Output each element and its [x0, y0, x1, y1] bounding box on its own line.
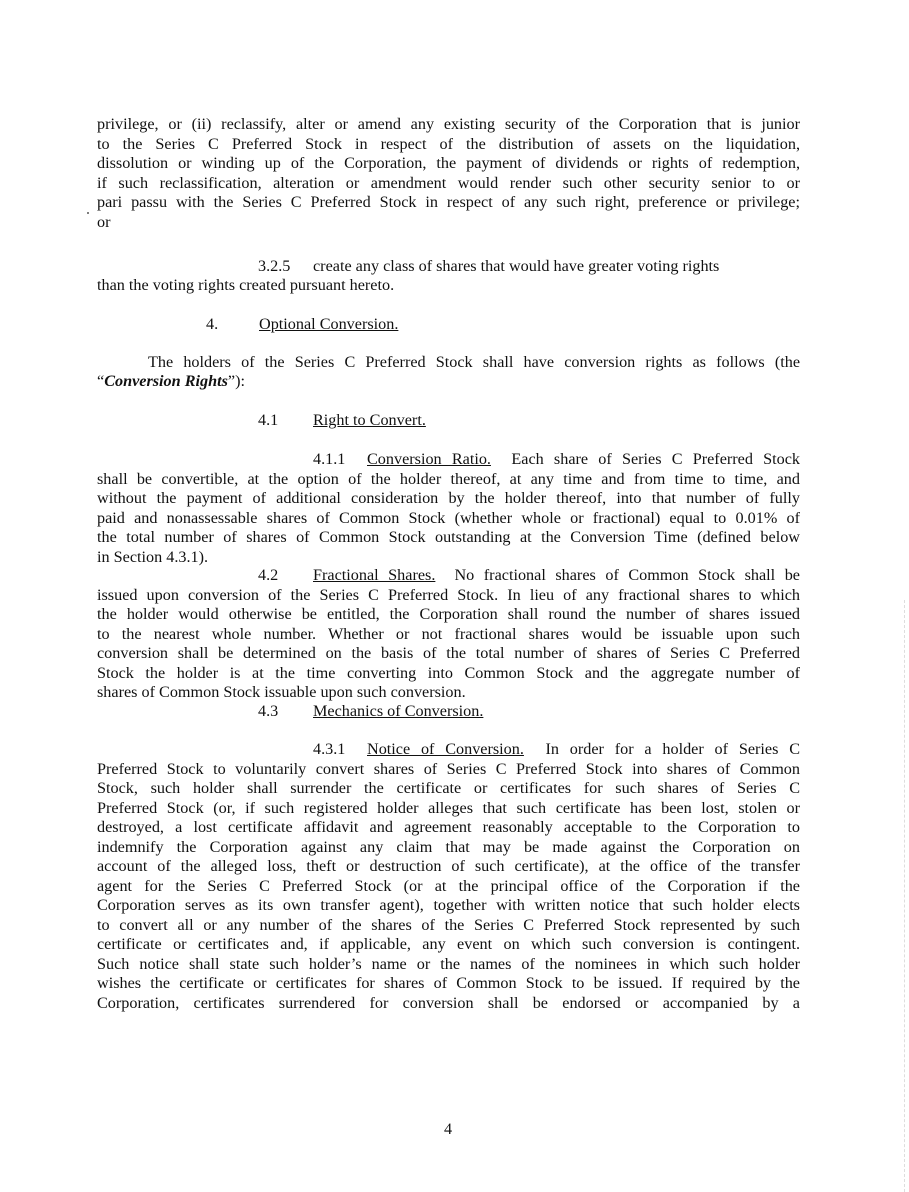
- text-line: Such notice shall state such holder’s name or the names of the nominees in which such holder: [97, 954, 800, 973]
- defined-term: Conversion Rights: [104, 372, 228, 390]
- text-line: The holders of the Series C Preferred Stock shall have conversion rights as follows (the: [148, 353, 800, 371]
- quote: “: [97, 372, 105, 390]
- text-line: pari passu with the Series C Preferred Stock in respect of any such right, preference or privilege;: [97, 193, 800, 211]
- text-line: Stock, such holder shall surrender the certificate or certificates for such shares of Series C: [97, 779, 800, 797]
- text-line: issued upon conversion of the Series C Preferred Stock. In lieu of any fractional shares to which: [97, 585, 800, 604]
- text-line: account of the alleged loss, theft or destruction of such certificate), at the office of the transfer: [97, 857, 800, 875]
- text-line: Preferred Stock (or, if such registered holder alleges that such certificate has been lost, stolen or: [97, 798, 800, 817]
- text-line: the holder would otherwise be entitled, the Corporation shall round the number of shares issued: [97, 605, 800, 623]
- text-line: to the nearest whole number. Whether or not fractional shares would be issuable upon such: [97, 624, 800, 643]
- text-line: shall be convertible, at the option of the holder thereof, at any time and from time to time, and: [97, 469, 800, 488]
- text-line: if such reclassification, alteration or amendment would render such other security senior to or: [97, 173, 800, 192]
- text-span: In order for a holder of Series C: [545, 740, 800, 758]
- section-4-1-1: [97, 450, 800, 567]
- section-heading: Mechanics of Conversion.: [313, 702, 484, 720]
- text-line: or: [97, 212, 111, 231]
- page-number: 4: [444, 1120, 453, 1138]
- text-line: without the payment of additional consideration by the holder thereof, into that number of fully: [97, 489, 800, 507]
- section-number: 4.: [206, 315, 219, 333]
- text-line: privilege, or (ii) reclassify, alter or amend any existing security of the Corporation that is junior: [97, 115, 800, 133]
- section-text: than the voting rights created pursuant hereto.: [97, 276, 395, 294]
- text-line: conversion shall be determined on the basis of the total number of shares of Series C Preferred: [97, 644, 800, 662]
- text-line: destroyed, a lost certificate affidavit and agreement reasonably acceptable to the Corporation to: [97, 818, 800, 836]
- section-heading: Optional Conversion.: [259, 315, 399, 333]
- text-span: Each share of Series C Preferred Stock: [511, 450, 800, 468]
- section-number: 4.3.1: [313, 740, 346, 758]
- section-heading: Right to Convert.: [313, 411, 426, 429]
- text-line: the total number of shares of Common Stock outstanding at the Conversion Time (defined below: [97, 528, 800, 546]
- section-4-2: [97, 566, 800, 703]
- text-line: dissolution or winding up of the Corporation, the payment of dividends or rights of redemption,: [97, 154, 800, 172]
- paragraph-continuation: [97, 115, 800, 232]
- text-line: Corporation serves as its own transfer agent), together with written notice that such holder elects: [97, 896, 800, 914]
- section-text: create any class of shares that would have greater voting rights: [313, 257, 720, 275]
- text-line: wishes the certificate or certificates for shares of Common Stock to be issued. If required by the: [97, 974, 800, 992]
- text-line: Stock the holder is at the time converting into Common Stock and the aggregate number of: [97, 663, 800, 682]
- section-4-3-1: [97, 740, 800, 1013]
- section-heading: Notice of Conversion.: [367, 740, 524, 758]
- text-line: [97, 372, 245, 392]
- section-number: 4.2: [258, 566, 279, 584]
- text-line: indemnify the Corporation against any claim that may be made against the Corporation on: [97, 837, 800, 856]
- text-line: Preferred Stock to voluntarily convert shares of Series C Preferred Stock into shares of Common: [97, 759, 800, 778]
- text-line: Corporation, certificates surrendered for conversion shall be endorsed or accompanied by a: [97, 993, 800, 1012]
- text-line: paid and nonassessable shares of Common Stock (whether whole or fractional) equal to 0.01% of: [97, 508, 800, 527]
- text-line: in Section 4.3.1).: [97, 547, 209, 566]
- section-number: 4.1: [258, 411, 279, 429]
- text-line: agent for the Series C Preferred Stock (or at the principal office of the Corporation if the: [97, 876, 800, 895]
- text-line: to convert all or any number of the shares of the Series C Preferred Stock represented by such: [97, 915, 800, 934]
- text-line: shares of Common Stock issuable upon such conversion.: [97, 683, 466, 701]
- section-heading: Fractional Shares.: [313, 566, 436, 584]
- quote: ”):: [227, 372, 245, 390]
- section-heading: Conversion Ratio.: [367, 450, 491, 468]
- section-number: 3.2.5: [258, 257, 291, 275]
- scan-speck: [87, 212, 89, 214]
- section-number: 4.3: [258, 702, 279, 720]
- scan-edge: [904, 600, 905, 1192]
- text-line: to the Series C Preferred Stock in respect of the distribution of assets on the liquidation,: [97, 134, 800, 153]
- text-span: No fractional shares of Common Stock shall be: [454, 566, 800, 584]
- section-number: 4.1.1: [313, 450, 346, 468]
- text-line: certificate or certificates and, if applicable, any event on which such conversion is contingent.: [97, 935, 800, 953]
